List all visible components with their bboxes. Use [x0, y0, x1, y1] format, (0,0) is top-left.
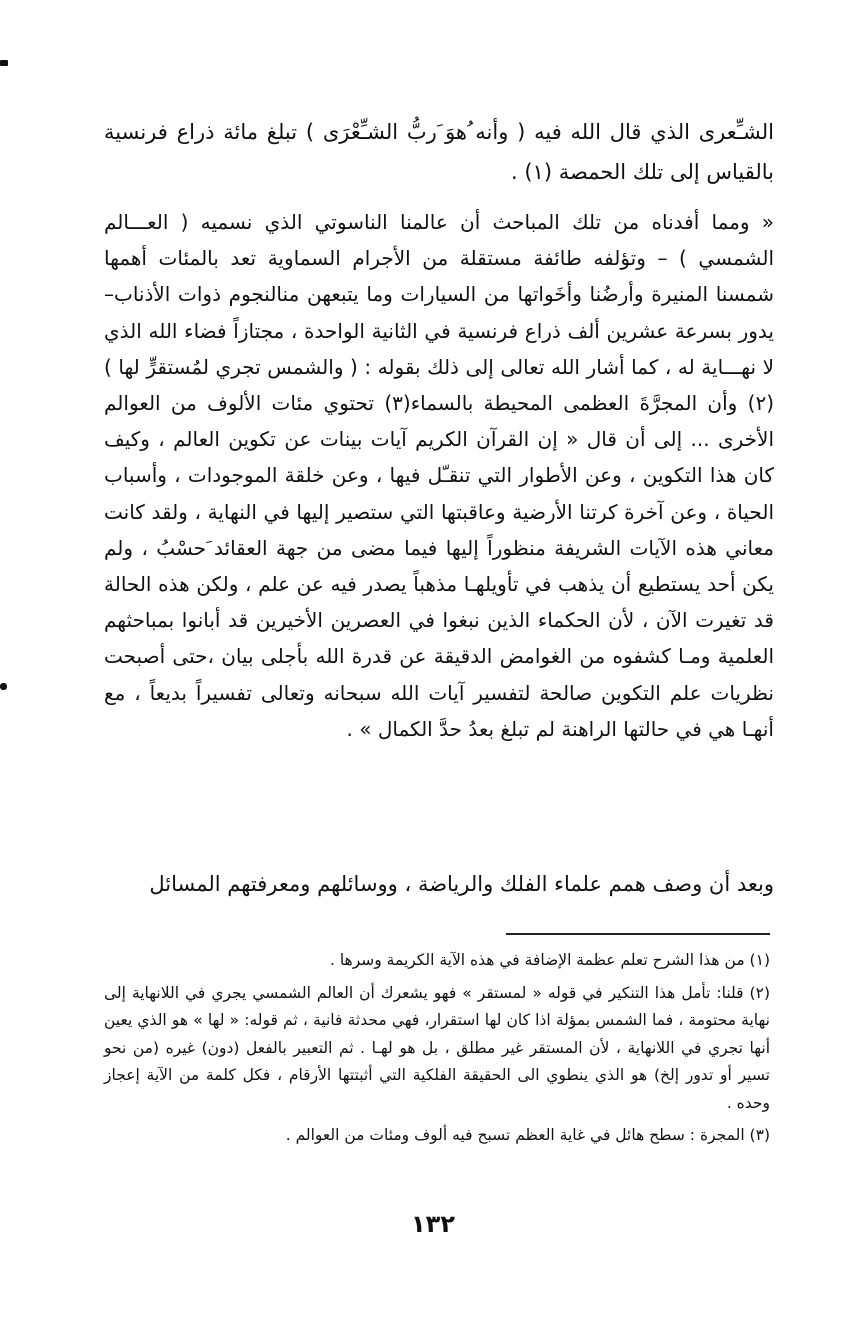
footnote-divider — [506, 933, 770, 935]
page-number: ١٣٢ — [411, 1210, 455, 1238]
footnote: (١) من هذا الشرح تعلم عظمة الإضافة في هذه الآية الكريمة وسرها . — [329, 951, 770, 969]
footnotes-section — [104, 947, 770, 1155]
body-paragraph: الشـِّعرى الذي قال الله فيه ( وأنه ُهوَ َربُّ الشـِّعْرَى ) تبلغ مائة ذراع فرنسية بالقياس إلى تلك الحمصة (١) . — [104, 120, 774, 184]
footnote: (٢) قلنا: تأمل هذا التنكير في قوله « لمستقر » فهو يشعرك أن العالم الشمسي يجري في اللانهاية إلى نهاية محتومة ، فما الشمس بمؤلة اذا كان لها استقرار، فهي محدثة فانية ، ثم قوله: « لها » هو الذي يعين أنها تجري في اللانهاية ، لأن المستقر غير مطلق ، بل هو لهـا . ثم التعبير بالفعل (دون) غيره (من نحو تسير أو تدور إلخ) هو الذي ينطوي الى الحقيقة الفلكية التي أثبتتها الأرقام ، فكل كلمة من الآية إعجاز وحده . — [104, 983, 770, 1112]
body-paragraph: « ومما أفدناه من تلك المباحث أن عالمنا الناسوتي الذي نسميه ( العـــالم الشمسي ) – وتؤلفه طائفة مستقلة من الأجرام السماوية تعد بالمئات أهمها شمسنا المنيرة وأرضُنا وأخَواتها من السيارات وما يتبعهن منالنجوم ذوات الأذناب– يدور بسرعة عشرين ألف ذراع فرنسية في الثانية الواحدة ، مجتازاً فضاء الله الذي لا نهـــاية له ، كما أشار الله تعالى إلى ذلك بقوله : ( والشمس تجري لمُستقرٍّ لها )(٢) وأن المجرَّةَ العظمى المحيطة بالسماء(٣) تحتوي مئات الألوف من العوالم الأخرى ... إلى أن قال « إن القرآن الكريم آيات بينات عن تكوين العالم ، وكيف كان هذا التكوين ، وعن الأطوار التي تنقـّل فيها ، وعن خلقة الموجودات ، وأسباب الحياة ، وعن آخرة كرتنا الأرضية وعاقبتها التي ستصير إليها في النهاية ، ولقد كانت معاني هذه الآيات الشريفة منظوراً إليها فيما مضى من جهة العقائد َحسْبُ ، ولم يكن أحد يستطيع أن يذهب في تأويلهـا مذهباً يصدر فيه عن علم ، ولكن هذه الحالة قد تغيرت الآن ، لأن الحكماء الذين نبغوا في العصرين الأخيرين قد أبانوا بمباحثهم العلمية ومـا كشفوه من الغوامض الدقيقة عن قدرة الله بأجلى بيان ،حتى أصبحت نظريات علم التكوين صالحة لتفسير آيات الله سبحانه وتعالى تفسيراً بديعاً ، مع أنهـا هي في حالتها الراهنة لم تبلغ بعدُ حدَّ الكمال » . — [104, 210, 774, 741]
footnote: (٣) المجرة : سطح هائل في غاية العظم تسبح فيه ألوف ومئات من العوالم . — [285, 1126, 770, 1144]
body-paragraph: وبعد أن وصف همم علماء الفلك والرياضة ، ووسائلهم ومعرفتهم المسائل — [149, 872, 774, 896]
scan-edge-mark — [0, 60, 8, 66]
scan-edge-mark — [0, 683, 7, 690]
